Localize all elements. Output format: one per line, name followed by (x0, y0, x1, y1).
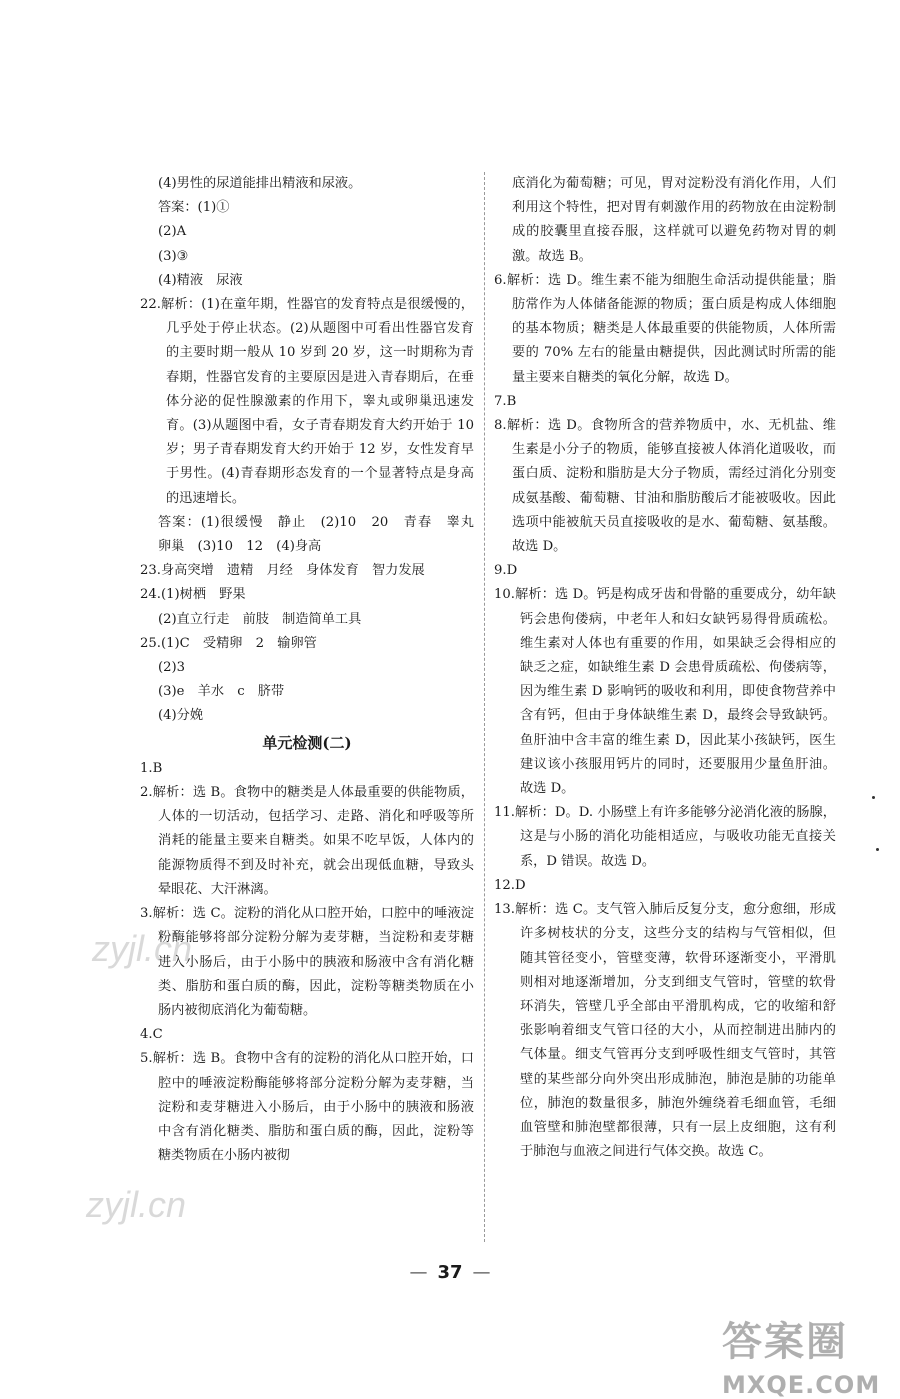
answer-paragraph: 13.解析：选 C。支气管入肺后反复分支，愈分愈细，形成许多树枝状的分支，这些分支的结构与气管相似，但随其管径变小，管壁变薄，软骨环逐渐变小，平滑肌则相对地逐渐增加，分支到细支气管时，管壁的软骨环消失，管壁几乎全部由平滑肌构成，它的收缩和舒张影响着细支气管口径的大小，从而控制进出肺内的气体量。细支气管再分支到呼吸性细支气管时，其管壁的某些部分向外突出形成肺泡，肺泡是肺的功能单位，肺泡的数量很多，肺泡外缠绕着毛细血管，毛细血管壁和肺泡壁都很薄，只有一层上皮细胞，这有利于肺泡与血液之间进行气体交换。故选 C。 (494, 902, 836, 1160)
answer-paragraph: 6.解析：选 D。维生素不能为细胞生命活动提供能量；脂肪常作为人体储备能源的物质；蛋白质是构成人体细胞的基本物质；糖类是人体最重要的供能物质，人体所需要的 70% 左右的能量由糖提供，因此测试时所需的能量主要来自糖类的氧化分解，故选 D。 (494, 272, 836, 385)
corner-logo-top: 答案圈 (722, 1319, 848, 1365)
answer-paragraph: 4.C (140, 1027, 163, 1043)
watermark: zyjl.cn (86, 1184, 187, 1225)
section-heading: 单元检测(二) (262, 733, 352, 752)
answer-paragraph: 8.解析：选 D。食物所含的营养物质中，水、无机盐、维生素是小分子的物质，能够直接被人体消化道吸收，而蛋白质、淀粉和脂肪是大分子物质，需经过消化分别变成氨基酸、葡萄糖、甘油和脂肪酸后才能被吸收。因此选项中能被航天员直接吸收的是水、葡萄糖、氨基酸。故选 D。 (494, 418, 836, 555)
left-column (140, 172, 488, 1168)
answer-paragraph: (2)直立行走 前肢 制造简单工具 (158, 611, 362, 627)
page-number: — 37 — (409, 1262, 491, 1283)
answer-paragraph: 2.解析：选 B。食物中的糖类是人体最重要的供能物质，人体的一切活动，包括学习、走路、消化和呼吸等所消耗的能量主要来自糖类。如果不吃早饭，人体内的能源物质得不到及时补充，就会出现低血糖，导致头晕眼花、大汗淋漓。 (140, 785, 474, 897)
answer-paragraph: (3)e 羊水 c 脐带 (158, 684, 285, 700)
answer-paragraph: (4)分娩 (158, 708, 204, 724)
corner-logo (722, 1310, 880, 1399)
answer-paragraph: 3.解析：选 C。淀粉的消化从口腔开始，口腔中的唾液淀粉酶能够将部分淀粉分解为麦芽糖，当淀粉和麦芽糖进入小肠后，由于小肠中的胰液和肠液中含有消化糖类、脂肪和蛋白质的酶，因此，淀粉等糖类物质在小肠内被彻底消化为葡萄糖。 (140, 906, 474, 1018)
margin-dot (876, 848, 879, 851)
answer-paragraph: 底消化为葡萄糖；可见，胃对淀粉没有消化作用，人们利用这个特性，把对胃有刺激作用的药物放在由淀粉制成的胶囊里直接吞服，这样就可以避免药物对胃的刺激。故选 B。 (512, 176, 836, 264)
answer-paragraph: (4)男性的尿道能排出精液和尿液。 (158, 176, 362, 191)
watermark: zyjl.cn (92, 928, 193, 969)
margin-dot (872, 796, 875, 799)
answer-paragraph: 23.身高突增 遗精 月经 身体发育 智力发展 (140, 563, 425, 579)
answer-paragraph: 25.(1)C 受精卵 2 输卵管 (140, 635, 317, 651)
answer-paragraph: 11.解析：D。D. 小肠壁上有许多能够分泌消化液的肠腺，这是与小肠的消化功能相适应，与吸收功能无直接关系，D 错误。故选 D。 (494, 805, 836, 869)
answer-paragraph: 答案：(1)① (158, 200, 230, 216)
answer-paragraph: 1.B (140, 760, 163, 776)
answer-paragraph: 9.D (494, 563, 518, 579)
right-column (494, 172, 836, 1164)
answer-paragraph: 答案：(1)很缓慢 静止 (2)10 20 青春 睾丸 卵巢 (3)10 12 (4)身高 (158, 514, 488, 555)
answer-paragraph: 5.解析：选 B。食物中含有的淀粉的消化从口腔开始，口腔中的唾液淀粉酶能够将部分淀粉分解为麦芽糖，当淀粉和麦芽糖进入小肠后，由于小肠中的胰液和肠液中含有消化糖类、脂肪和蛋白质的酶，因此，淀粉等糖类物质在小肠内被彻 (140, 1051, 474, 1164)
answer-paragraph: 12.D (494, 877, 526, 893)
answer-paragraph: 7.B (494, 393, 517, 409)
corner-logo-bottom: MXQE.COM (722, 1371, 881, 1399)
column-divider (484, 172, 486, 1242)
answer-paragraph: (2)A (158, 224, 187, 240)
answer-paragraph: 24.(1)树栖 野果 (140, 587, 246, 603)
answer-paragraph: (3)③ (158, 248, 189, 264)
answer-paragraph: 22.解析：(1)在童年期，性器官的发育特点是很缓慢的，几乎处于停止状态。(2)从题图中可看出性器官发育的主要时期一般从 10 岁到 20 岁，这一时期称为青春期，性器官发育的主要原因是进入青春期后，在垂体分泌的促性腺激素的作用下，睾丸或卵巢迅速发育。(3)从题图中看，女子青春期发育大约开始于 10 岁；男子青春期发育大约开始于 12 岁，女性发育早于男性。(4)青春期形态发育的一个显著特点是身高的迅速增长。 (140, 297, 474, 506)
answer-paragraph: (2)3 (158, 660, 186, 676)
answer-paragraph: (4)精液 尿液 (158, 272, 243, 288)
answer-paragraph: 10.解析：选 D。钙是构成牙齿和骨骼的重要成分，幼年缺钙会患佝偻病，中老年人和妇女缺钙易得骨质疏松。维生素对人体也有重要的作用，如果缺乏会得相应的缺乏之症，如缺维生素 D 会患骨质疏松、佝偻病等，因为维生素 D 影响钙的吸收和利用，即使食物营养中含有钙，但由于身体缺维生素 D，最终会导致缺钙。鱼肝油中含丰富的维生素 D，因此某小孩缺钙，医生建议该小孩服用钙片的同时，还要服用少量鱼肝油。故选 D。 (494, 587, 836, 797)
page-number-value: 37 (437, 1262, 463, 1283)
